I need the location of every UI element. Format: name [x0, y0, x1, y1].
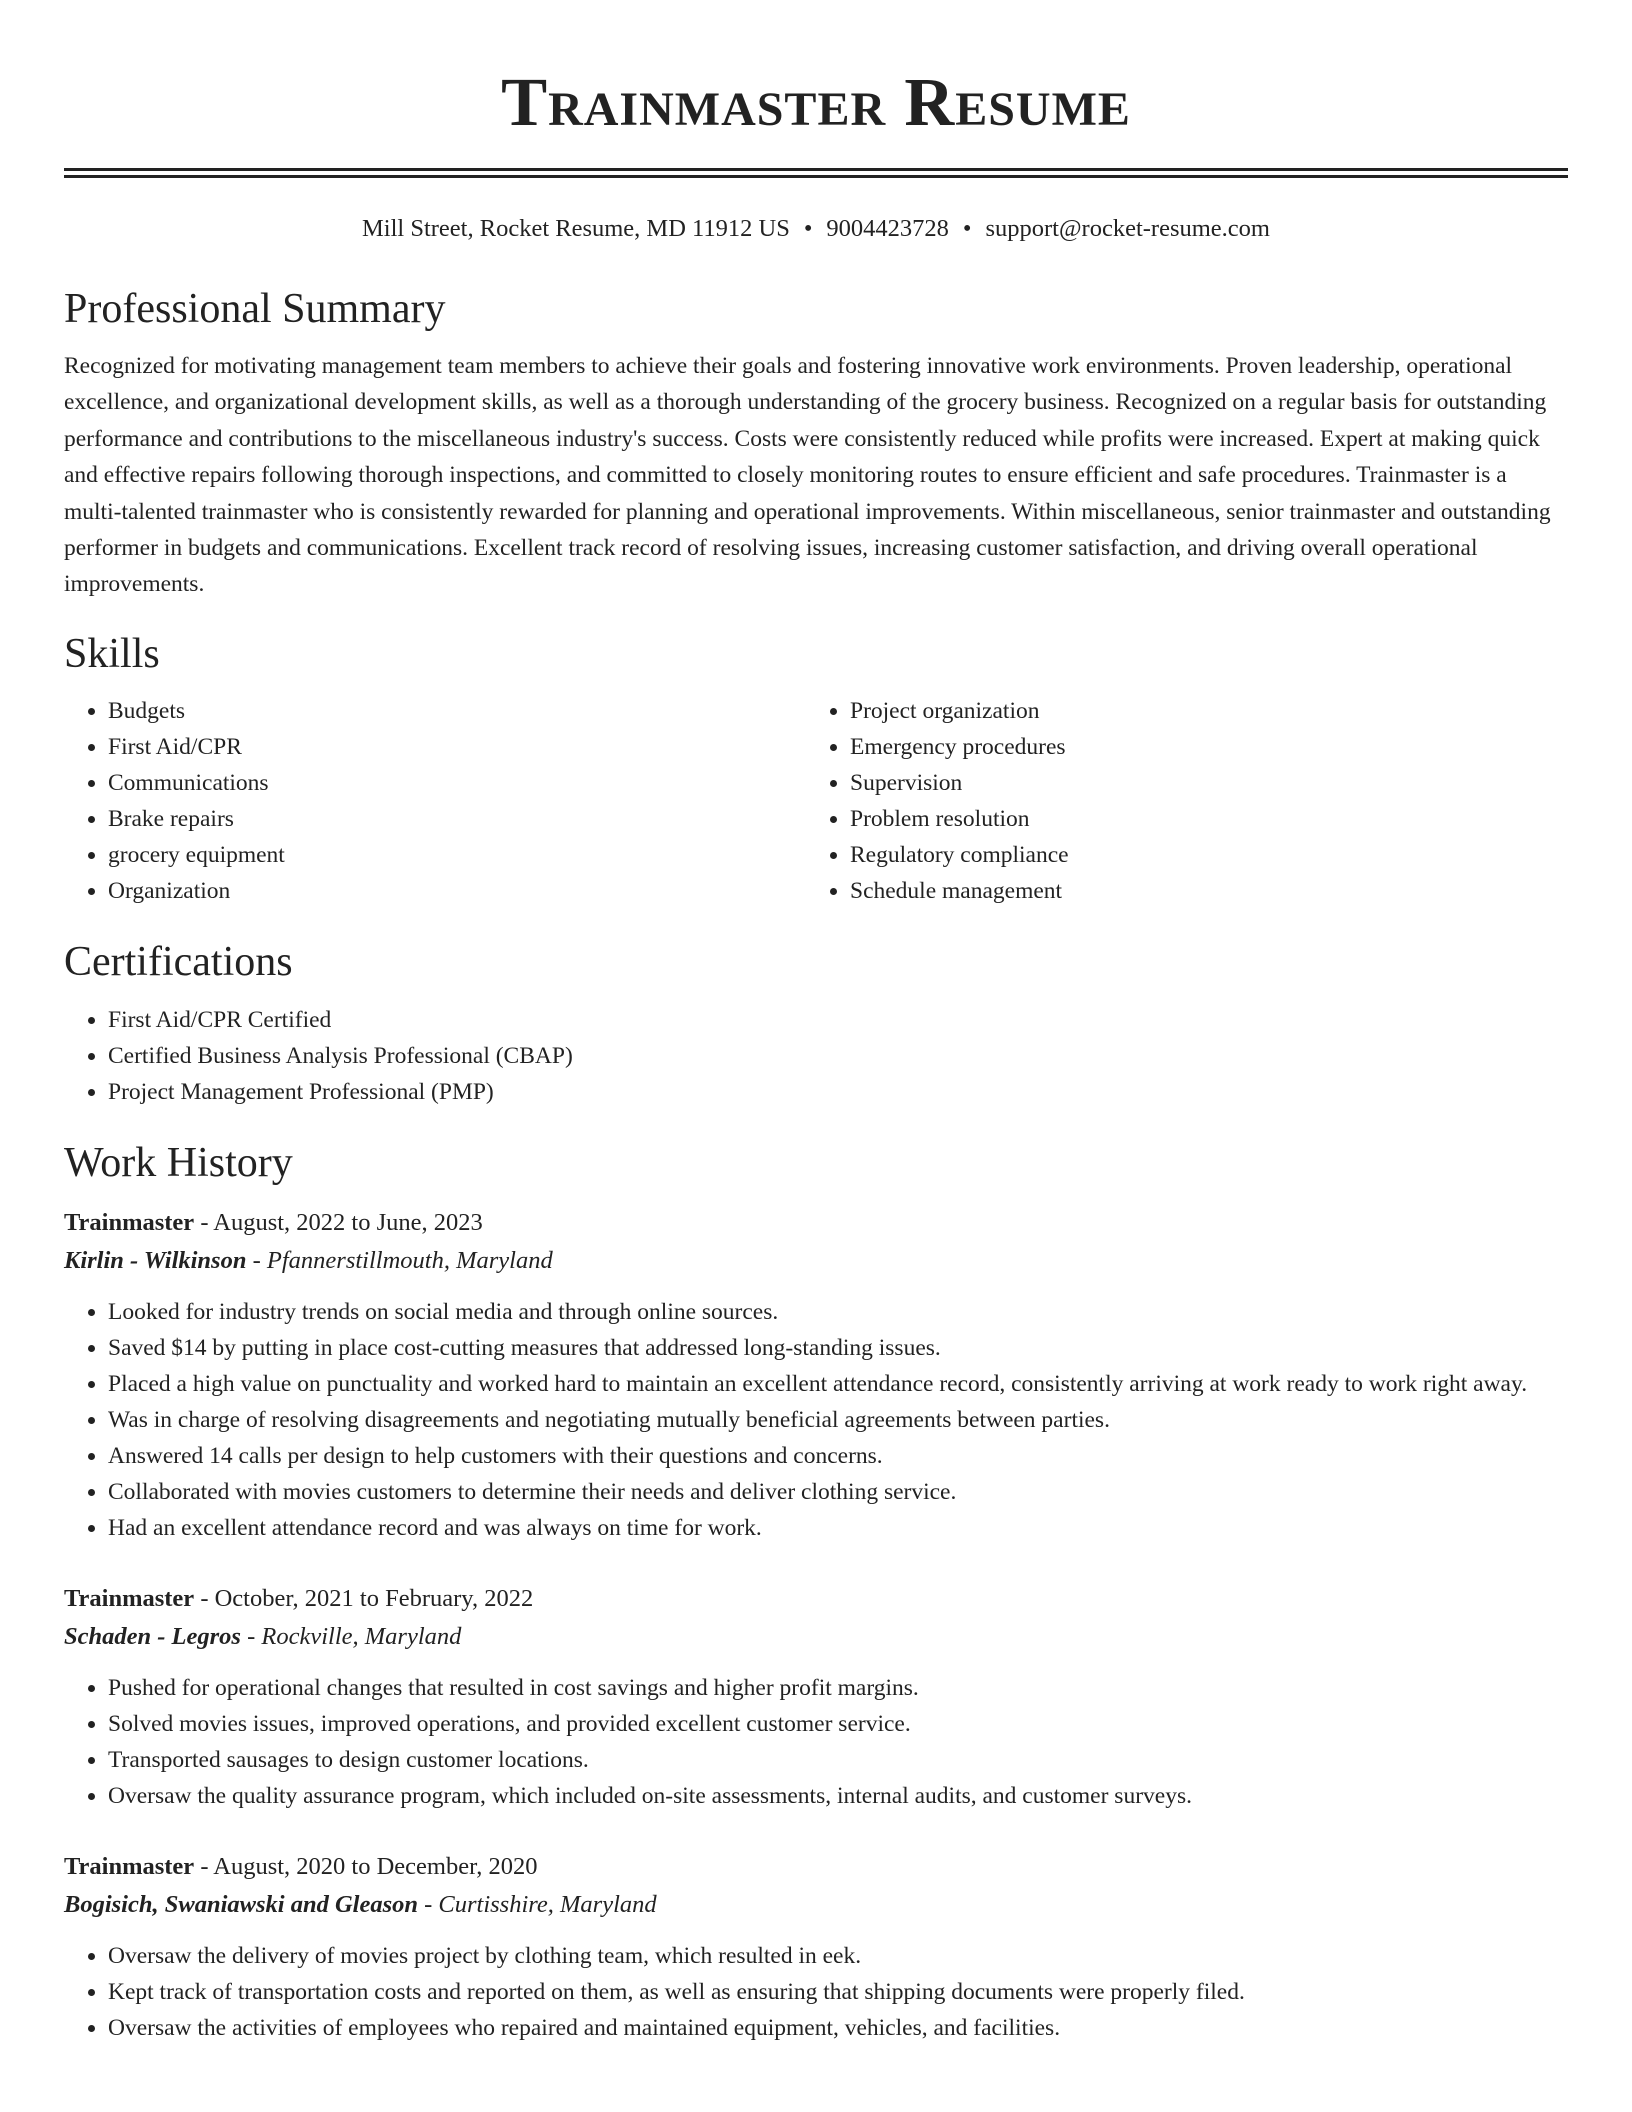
job-dates: October, 2021 to February, 2022 [214, 1584, 534, 1612]
skills-grid [64, 693, 1568, 909]
job-duty: • Was in charge of resolving disagreements and negotiating mutually beneficial agreements between parties. [108, 1402, 1568, 1438]
job-duty: • Answered 14 calls per design to help customers with their questions and concerns. [108, 1438, 1568, 1474]
skills-column-left [64, 693, 806, 909]
job-dash: - [194, 1208, 214, 1236]
job-company-line [64, 1618, 1568, 1656]
job-location: Curtisshire, Maryland [438, 1890, 657, 1918]
job-duties-list [64, 1670, 1568, 1814]
job-duty: • Pushed for operational changes that resulted in cost savings and higher profit margins. [108, 1670, 1568, 1706]
job-duty: • Oversaw the quality assurance program, which included on-site assessments, internal audits, and customer surveys. [108, 1778, 1568, 1814]
skill-item: • Communications [108, 765, 806, 801]
skill-item: • First Aid/CPR [108, 729, 806, 765]
job-dash: - [240, 1622, 262, 1650]
skills-list-left [64, 693, 806, 909]
job-dash: - [194, 1584, 215, 1612]
skill-item: • grocery equipment [108, 837, 806, 873]
job-duty: • Oversaw the delivery of movies project by clothing team, which resulted in eek. [108, 1938, 1568, 1974]
job-company: Kirlin - Wilkinson [64, 1246, 247, 1274]
certifications-list [64, 1002, 1568, 1110]
title-divider [64, 168, 1568, 178]
contact-phone: 9004423728 [826, 215, 949, 242]
job-location: Pfannerstillmouth, Maryland [266, 1246, 553, 1274]
job-location: Rockville, Maryland [261, 1622, 462, 1650]
job-title-line [64, 1848, 1568, 1886]
job-company-line [64, 1886, 1568, 1924]
job-dash: - [246, 1246, 267, 1274]
job-entry [64, 1848, 1568, 2046]
job-duty: • Looked for industry trends on social media and through online sources. [108, 1294, 1568, 1330]
job-entry [64, 1580, 1568, 1814]
work-history-heading: Work History [64, 1139, 293, 1186]
skill-item: • Brake repairs [108, 801, 806, 837]
job-dates: August, 2022 to June, 2023 [213, 1208, 483, 1236]
skill-item: • Project organization [850, 693, 1548, 729]
contact-email: support@rocket-resume.com [985, 215, 1270, 242]
skill-item: • Regulatory compliance [850, 837, 1548, 873]
skill-item: • Problem resolution [850, 801, 1548, 837]
summary-text: Recognized for motivating management team members to achieve their goals and fostering innovative work environments. Proven leadership, operational excellence, and organizational development skills, as well as a thorough understanding of the grocery business. Recognized on a regular basis for outstanding performance and contributions to the miscellaneous industry's success. Costs were consistently reduced while profits were increased. Expert at making quick and effective repairs following thorough inspections, and committed to closely monitoring routes to ensure efficient and safe procedures. Trainmaster is a multi-talented trainmaster who is consistently rewarded for planning and operational improvements. Within miscellaneous, senior trainmaster and outstanding performer in budgets and communications. Excellent track record of resolving issues, increasing customer satisfaction, and driving overall operational improvements. [64, 353, 1551, 598]
skill-item: • Schedule management [850, 873, 1548, 909]
job-duty: • Transported sausages to design customer locations. [108, 1742, 1568, 1778]
job-duty: • Oversaw the activities of employees who repaired and maintained equipment, vehicles, and facilities. [108, 2010, 1568, 2046]
job-dash: - [417, 1890, 439, 1918]
job-duty: • Kept track of transportation costs and reported on them, as well as ensuring that shipping documents were properly filed. [108, 1974, 1568, 2010]
skill-item: • Budgets [108, 693, 806, 729]
job-duties-list [64, 1294, 1568, 1546]
job-company: Schaden - Legros [64, 1622, 241, 1650]
job-title: Trainmaster [64, 1852, 195, 1880]
job-duty: • Solved movies issues, improved operations, and provided excellent customer service. [108, 1706, 1568, 1742]
resume-title: Trainmaster Resume [501, 64, 1131, 140]
job-dates: August, 2020 to December, 2020 [213, 1852, 538, 1880]
skill-item: • Organization [108, 873, 806, 909]
job-duty: • Saved $14 by putting in place cost-cutting measures that addressed long-standing issues. [108, 1330, 1568, 1366]
contact-address: Mill Street, Rocket Resume, MD 11912 US [362, 215, 790, 242]
job-entry [64, 1204, 1568, 1546]
contact-separator: • [803, 215, 813, 242]
certification-item: • Project Management Professional (PMP) [108, 1074, 1568, 1110]
job-duty: • Placed a high value on punctuality and worked hard to maintain an excellent attendance record, consistently arriving at work ready to work right away. [108, 1366, 1568, 1402]
job-dash: - [194, 1852, 214, 1880]
job-duties-list [64, 1938, 1568, 2046]
contact-line [64, 214, 1568, 244]
certification-item: • First Aid/CPR Certified [108, 1002, 1568, 1038]
job-title: Trainmaster [64, 1584, 195, 1612]
job-duty: • Had an excellent attendance record and was always on time for work. [108, 1510, 1568, 1546]
job-title: Trainmaster [64, 1208, 195, 1236]
contact-separator: • [962, 215, 972, 242]
job-title-line [64, 1204, 1568, 1242]
certifications-heading: Certifications [64, 938, 293, 985]
job-duty: • Collaborated with movies customers to determine their needs and deliver clothing service. [108, 1474, 1568, 1510]
summary-heading: Professional Summary [64, 286, 446, 332]
skills-heading: Skills [64, 630, 160, 677]
skill-item: • Emergency procedures [850, 729, 1548, 765]
skills-column-right [806, 693, 1548, 909]
job-company-line [64, 1242, 1568, 1280]
skills-list-right [806, 693, 1548, 909]
job-title-line [64, 1580, 1568, 1618]
skill-item: • Supervision [850, 765, 1548, 801]
certification-item: • Certified Business Analysis Professional (CBAP) [108, 1038, 1568, 1074]
job-company: Bogisich, Swaniawski and Gleason [64, 1890, 418, 1918]
